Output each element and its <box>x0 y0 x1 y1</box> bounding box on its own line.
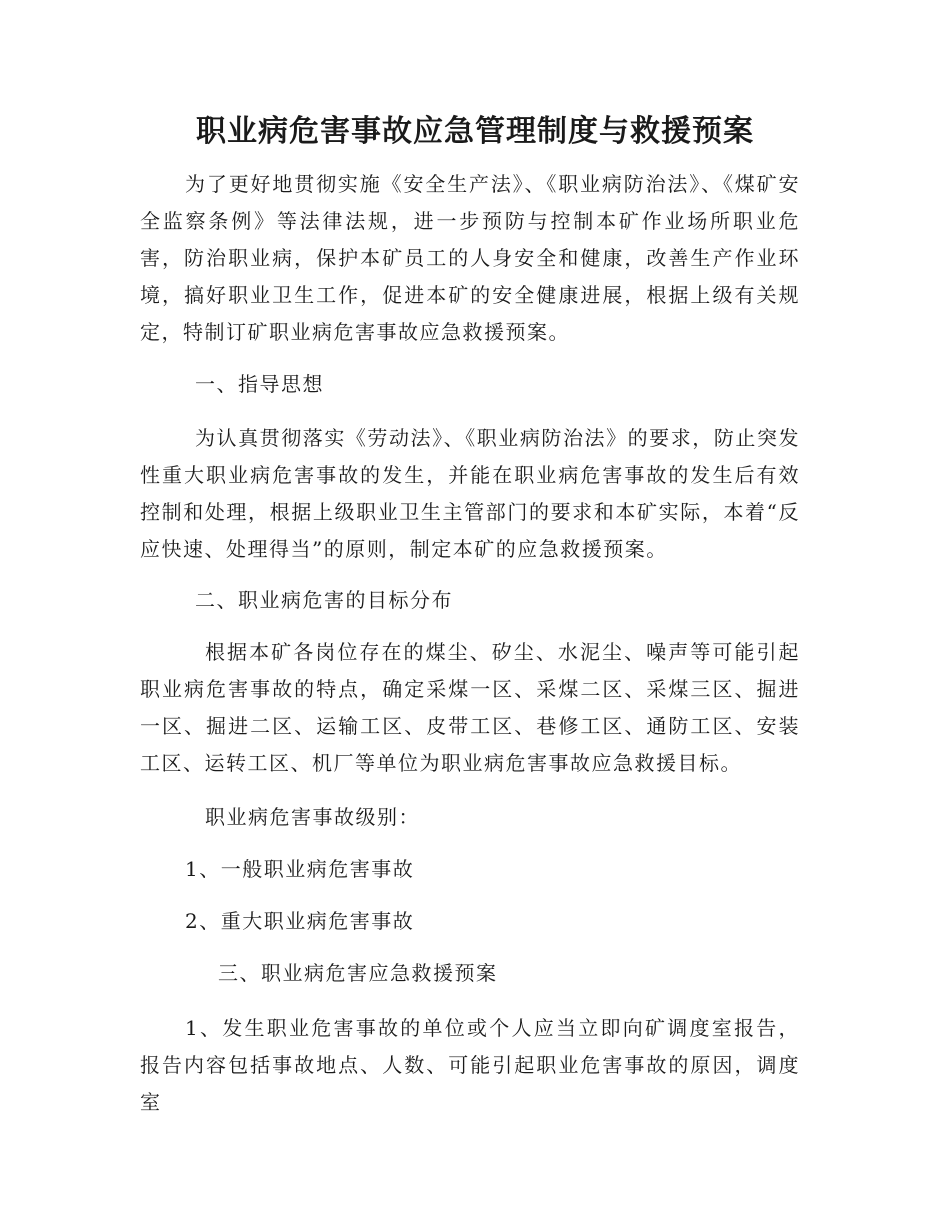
target-distribution-paragraph: 根据本矿各岗位存在的煤尘、矽尘、水泥尘、噪声等可能引起职业病危害事故的特点，确定采煤一区、采煤二区、采煤三区、掘进一区、掘进二区、运输工区、皮带工区、巷修工区、通防工区、安装工区、运转工区、机厂等单位为职业病危害事故应急救援目标。 <box>140 640 800 775</box>
intro-paragraph: 为了更好地贯彻实施《安全生产法》、《职业病防治法》、《煤矿安全监察条例》等法律法规，进一步预防与控制本矿作业场所职业危害，防治职业病，保护本矿员工的人身安全和健康，改善生产作业环境，搞好职业卫生工作，促进本矿的安全健康进展，根据上级有关规定，特制订矿职业病危害事故应急救援预案。 <box>140 172 800 344</box>
accident-levels-heading: 职业病危害事故级别： <box>205 805 420 829</box>
section-heading-target-distribution: 二、职业病危害的目标分布 <box>195 588 453 612</box>
accident-level-item: 1、一般职业病危害事故 <box>185 857 415 881</box>
guiding-ideology-paragraph: 为认真贯彻落实《劳动法》、《职业病防治法》的要求，防止突发性重大职业病危害事故的发生，并能在职业病危害事故的发生后有效控制和处理，根据上级职业卫生主管部门的要求和本矿实际，本着“反应快速、处理得当”的原则，制定本矿的应急救援预案。 <box>140 426 800 561</box>
section-heading-guiding-ideology: 一、指导思想 <box>195 372 324 396</box>
accident-level-item: 2、重大职业病危害事故 <box>185 909 415 933</box>
section-heading-emergency-plan: 三、职业病危害应急救援预案 <box>218 961 498 985</box>
document-title: 职业病危害事故应急管理制度与救援预案 <box>196 114 754 149</box>
emergency-plan-item: 1、发生职业危害事故的单位或个人应当立即向矿调度室报告，报告内容包括事故地点、人数、可能引起职业危害事故的原因，调度室 <box>140 1016 800 1114</box>
